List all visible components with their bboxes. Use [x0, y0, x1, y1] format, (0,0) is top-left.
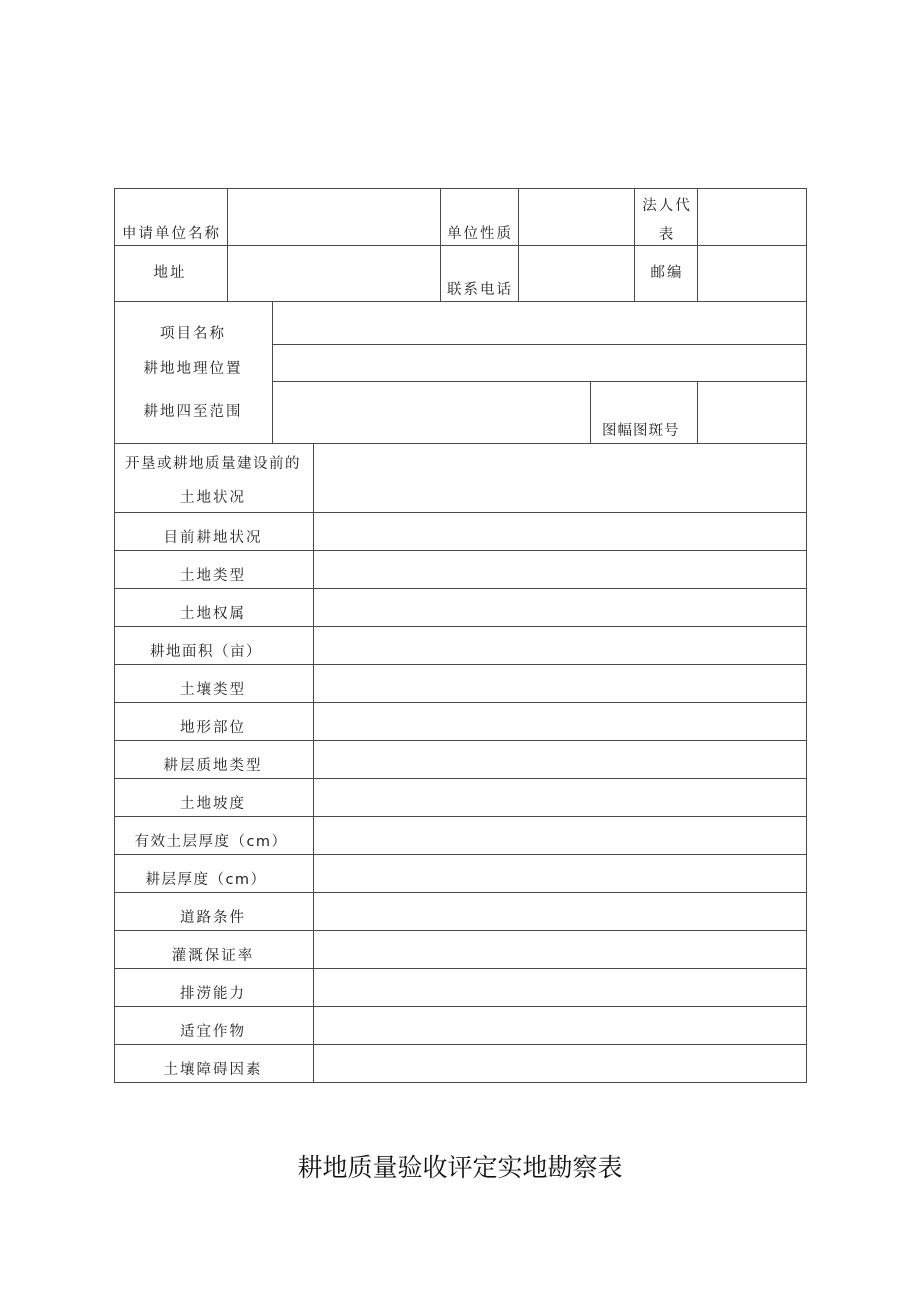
rule — [114, 188, 115, 1083]
effective-thickness-input[interactable] — [315, 818, 804, 853]
label-road: 道路条件 — [180, 910, 246, 926]
label-project-name: 项目名称 — [160, 326, 226, 342]
rule — [114, 443, 807, 444]
label-crops: 适宜作物 — [180, 1024, 246, 1040]
label-map-sheet: 图幅图斑号 — [602, 423, 680, 439]
texture-input[interactable] — [315, 742, 804, 777]
rule — [272, 381, 807, 382]
label-applicant-name: 申请单位名称 — [122, 226, 221, 242]
label-land-type: 土地类型 — [180, 568, 246, 584]
rule — [114, 740, 807, 741]
label-before-status-cont: 土地状况 — [180, 490, 246, 506]
drainage-input[interactable] — [315, 970, 804, 1005]
irrigation-input[interactable] — [315, 932, 804, 967]
rule — [114, 188, 807, 189]
label-obstacles: 土壤障碍因素 — [163, 1062, 263, 1078]
rule — [114, 778, 807, 779]
rule — [114, 1044, 807, 1045]
label-texture: 耕层质地类型 — [163, 758, 263, 774]
label-slope: 土地坡度 — [180, 796, 246, 812]
slope-input[interactable] — [315, 780, 804, 815]
terrain-input[interactable] — [315, 704, 804, 739]
rule — [634, 188, 635, 301]
label-effective-thickness: 有效土层厚度（cm） — [134, 834, 288, 850]
applicant-name-input[interactable] — [229, 190, 438, 244]
rule — [114, 588, 807, 589]
rule — [227, 188, 228, 301]
project-name-input[interactable] — [274, 303, 804, 343]
before-status-input[interactable] — [315, 445, 804, 511]
label-phone: 联系电话 — [447, 282, 513, 298]
label-before-status: 开垦或耕地质量建设前的 — [125, 456, 301, 472]
rule — [518, 188, 519, 301]
map-sheet-input[interactable] — [699, 383, 804, 442]
plow-thickness-input[interactable] — [315, 856, 804, 891]
location-input[interactable] — [274, 346, 804, 380]
rule — [697, 381, 698, 443]
rule — [114, 550, 807, 551]
label-address: 地址 — [153, 265, 187, 281]
rule — [272, 344, 807, 345]
soil-type-input[interactable] — [315, 666, 804, 701]
label-location: 耕地地理位置 — [143, 361, 243, 377]
area-input[interactable] — [315, 628, 804, 663]
rule — [114, 702, 807, 703]
rule — [590, 381, 591, 443]
rule — [114, 816, 807, 817]
label-plow-thickness: 耕层厚度（cm） — [145, 872, 267, 888]
rule — [313, 443, 314, 1083]
road-input[interactable] — [315, 894, 804, 929]
rule — [114, 1006, 807, 1007]
label-unit-nature: 单位性质 — [447, 226, 513, 242]
boundaries-input[interactable] — [274, 383, 588, 442]
rule — [114, 301, 807, 302]
rule — [114, 626, 807, 627]
rule — [806, 188, 807, 1083]
form-title: 耕地质量验收评定实地勘察表 — [297, 1153, 623, 1182]
label-ownership: 土地权属 — [180, 606, 246, 622]
rule — [440, 188, 441, 301]
ownership-input[interactable] — [315, 590, 804, 625]
rule — [272, 301, 273, 443]
rule — [114, 892, 807, 893]
rule — [114, 1082, 807, 1083]
rule — [114, 930, 807, 931]
rule — [114, 664, 807, 665]
label-terrain: 地形部位 — [180, 720, 246, 736]
label-area: 耕地面积（亩） — [150, 644, 262, 660]
label-drainage: 排涝能力 — [180, 986, 246, 1002]
rule — [697, 188, 698, 301]
address-input[interactable] — [229, 247, 438, 300]
label-soil-type: 土壤类型 — [180, 682, 246, 698]
label-boundaries: 耕地四至范围 — [143, 404, 243, 420]
rule — [114, 968, 807, 969]
legal-rep-input[interactable] — [699, 190, 804, 244]
label-legal-rep-cont: 表 — [658, 227, 676, 243]
land-type-input[interactable] — [315, 552, 804, 587]
label-postcode: 邮编 — [650, 265, 684, 281]
rule — [114, 512, 807, 513]
crops-input[interactable] — [315, 1008, 804, 1043]
label-legal-rep: 法人代 — [642, 198, 692, 214]
unit-nature-input[interactable] — [520, 190, 632, 244]
phone-input[interactable] — [520, 247, 632, 300]
rule — [114, 854, 807, 855]
obstacles-input[interactable] — [315, 1046, 804, 1081]
label-irrigation: 灌溉保证率 — [171, 948, 255, 964]
postcode-input[interactable] — [699, 247, 804, 300]
label-current-status: 目前耕地状况 — [163, 530, 263, 546]
rule — [114, 245, 807, 246]
